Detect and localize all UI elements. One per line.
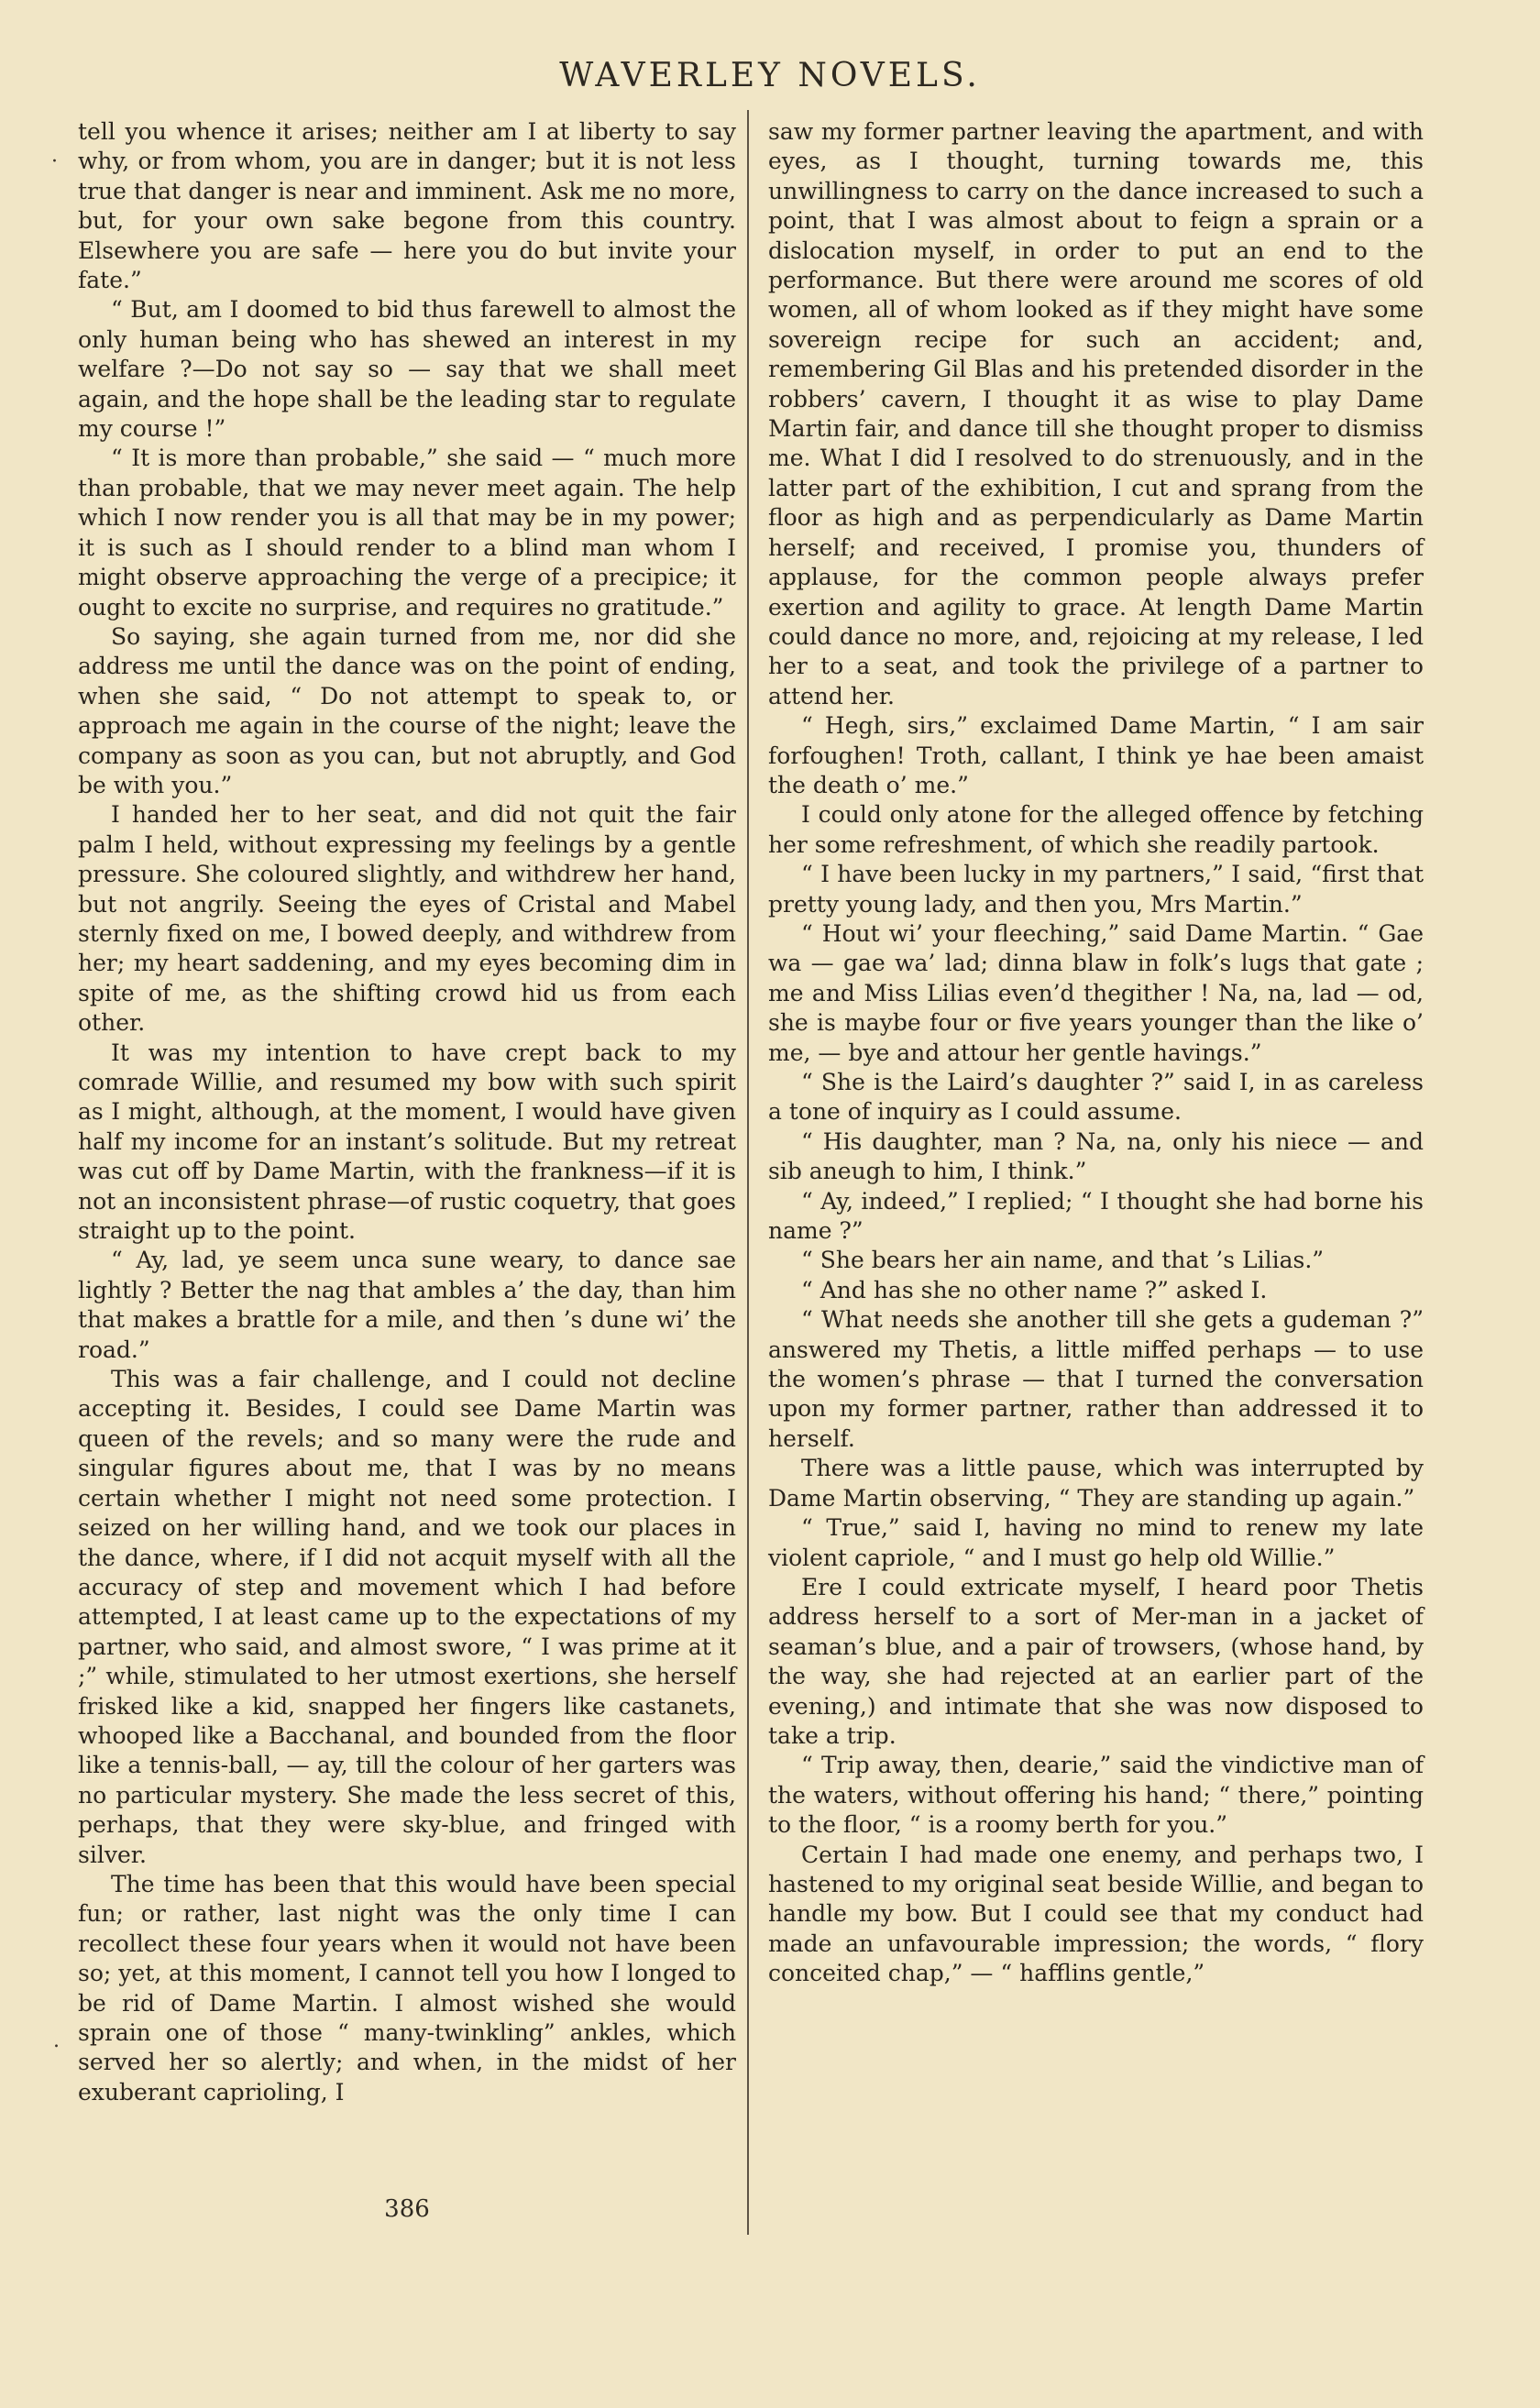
paragraph: tell you whence it arises; neither am I at liberty to say why, or from whom, you are in danger; but it is not less true that danger is near and imminent. Ask me no more, but, for your own sake begone from this country. Elsewhere you are safe — here you do but invite your fate.”	[78, 118, 736, 294]
paragraph: “ Hegh, sirs,” exclaimed Dame Martin, “ I am sair forfoughen! Troth, callant, I think ye hae been amaist the death o’ me.”	[768, 712, 1424, 798]
margin-mark: ·	[51, 150, 58, 173]
paragraph: Ere I could extricate myself, I heard poor Thetis address herself to a sort of Mer-man in a jacket of seaman’s blue, and a pair of trowsers, (whose hand, by the way, she had rejected at an earlier part of the evening,) and intimate that she was now disposed to take a trip.	[768, 1573, 1424, 1749]
running-header: WAVERLEY NOVELS.	[559, 57, 981, 94]
paragraph: “ Ay, lad, ye seem unca sune weary, to dance sae lightly ? Better the nag that ambles a’ the day, than him that makes a brattle for a mile, and then ’s dune wi’ the road.”	[78, 1247, 736, 1363]
paragraph: “ She bears her ain name, and that ’s Lilias.”	[801, 1247, 1325, 1274]
left-column	[78, 117, 736, 2107]
paragraph: “ Trip away, then, dearie,” said the vindictive man of the waters, without offering his hand; “ there,” pointing to the floor, “ is a roomy berth for you.”	[768, 1752, 1424, 1839]
paragraph: saw my former partner leaving the apartment, and with eyes, as I thought, turning towards me, this unwillingness to carry on the dance increased to such a point, that I was almost about to feign a sprain or a dislocation myself, in order to put an end to the performance. But there were around me scores of old women, all of whom looked as if they might have some sovereign recipe for such an accident; and, remembering Gil Blas and his pretended disorder in the robbers’ cavern, I thought it as wise to play Dame Martin fair, and dance till she thought proper to dismiss me. What I did I resolved to do strenuously, and in the latter part of the exhibition, I cut and sprang from the floor as high and as perpendicularly as Dame Martin herself; and received, I promise you, thunders of applause, for the common people always prefer exertion and agility to grace. At length Dame Martin could dance no more, and, rejoicing at my release, I led her to a seat, and took the privilege of a partner to attend her.	[768, 118, 1424, 709]
paragraph: I handed her to her seat, and did not quit the fair palm I held, without expressing my feelings by a gentle pressure. She coloured slightly, and withdrew her hand, but not angrily. Seeing the eyes of Cristal and Mabel sternly fixed on me, I bowed deeply, and withdrew from her; my heart saddening, and my eyes becoming dim in spite of me, as the shifting crowd hid us from each other.	[78, 801, 736, 1037]
paragraph: It was my intention to have crept back to my comrade Willie, and resumed my bow with such spirit as I might, although, at the moment, I would have given half my income for an instant’s solitude. But my retreat was cut off by Dame Martin, with the frankness—if it is not an inconsistent phrase—of rustic coquetry, that goes straight up to the point.	[78, 1039, 736, 1245]
paragraph: Certain I had made one enemy, and perhaps two, I hastened to my original seat beside Willie, and began to handle my bow. But I could see that my conduct had made an unfavourable impression; the words, “ flory conceited chap,” — “ hafflins gentle,”	[768, 1841, 1424, 1987]
paragraph: I could only atone for the alleged offence by fetching her some refreshment, of which she readily partook.	[768, 801, 1424, 858]
paragraph: There was a little pause, which was interrupted by Dame Martin observing, “ They are standing up again.”	[768, 1455, 1424, 1512]
paragraph: “ I have been lucky in my partners,” I said, “first that pretty young lady, and then you, Mrs Martin.”	[768, 861, 1424, 918]
paragraph: “ Ay, indeed,” I replied; “ I thought she had borne his name ?”	[768, 1187, 1424, 1245]
page-number: 386	[384, 2195, 430, 2223]
paragraph: “ What needs she another till she gets a gudeman ?” answered my Thetis, a little miffed perhaps — to use the women’s phrase — that I turned the conversation upon my former partner, rather than addressed it to herself.	[768, 1306, 1424, 1452]
paragraph: “ But, am I doomed to bid thus farewell to almost the only human being who has shewed an interest in my welfare ?—Do not say so — say that we shall meet again, and the hope shall be the leading star to regulate my course !”	[78, 296, 736, 443]
paragraph: “ True,” said I, having no mind to renew my late violent capriole, “ and I must go help old Willie.”	[768, 1514, 1424, 1571]
paragraph: So saying, she again turned from me, nor did she address me until the dance was on the point of ending, when she said, “ Do not attempt to speak to, or approach me again in the course of the night; leave the company as soon as you can, but not abruptly, and God be with you.”	[78, 622, 736, 798]
paragraph: “ She is the Laird’s daughter ?” said I, in as careless a tone of inquiry as I could assume.	[768, 1069, 1424, 1126]
paragraph: This was a fair challenge, and I could not decline accepting it. Besides, I could see Dame Martin was queen of the revels; and so many were the rude and singular figures about me, that I was by no means certain whether I might not need some protection. I seized on her willing hand, and we took our places in the dance, where, if I did not acquit myself with all the accuracy of step and movement which I had before attempted, I at least came up to the expectations of my partner, who said, and almost swore, “ I was prime at it ;” while, stimulated to her utmost exertions, she herself frisked like a kid, snapped her fingers like castanets, whooped like a Bacchanal, and bounded from the floor like a tennis-ball, — ay, till the colour of her garters was no particular mystery. She made the less secret of this, perhaps, that they were sky-blue, and fringed with silver.	[78, 1366, 736, 1868]
column-divider	[747, 110, 749, 2235]
paragraph: “ And has she no other name ?” asked I.	[801, 1276, 1268, 1303]
paragraph: “ His daughter, man ? Na, na, only his niece — and sib aneugh to him, I think.”	[768, 1127, 1424, 1185]
right-column	[768, 117, 1424, 1989]
paragraph: “ Hout wi’ your fleeching,” said Dame Martin. “ Gae wa — gae wa’ lad; dinna blaw in folk’s lugs that gate ; me and Miss Lilias even’d thegither ! Na, na, lad — od, she is maybe four or five years younger than the like o’ me, — bye and attour her gentle havings.”	[768, 919, 1424, 1066]
paragraph: The time has been that this would have been special fun; or rather, last night was the only time I can recollect these four years when it would not have been so; yet, at this moment, I cannot tell you how I longed to be rid of Dame Martin. I almost wished she would sprain one of those “ many-twinkling” ankles, which served her so alertly; and when, in the midst of her exuberant caprioling, I	[78, 1870, 736, 2106]
margin-mark: .	[53, 2029, 60, 2052]
paragraph: “ It is more than probable,” she said — “ much more than probable, that we may never meet again. The help which I now render you is all that may be in my power; it is such as I should render to a blind man whom I might observe approaching the verge of a precipice; it ought to excite no surprise, and requires no gratitude.”	[78, 445, 736, 621]
